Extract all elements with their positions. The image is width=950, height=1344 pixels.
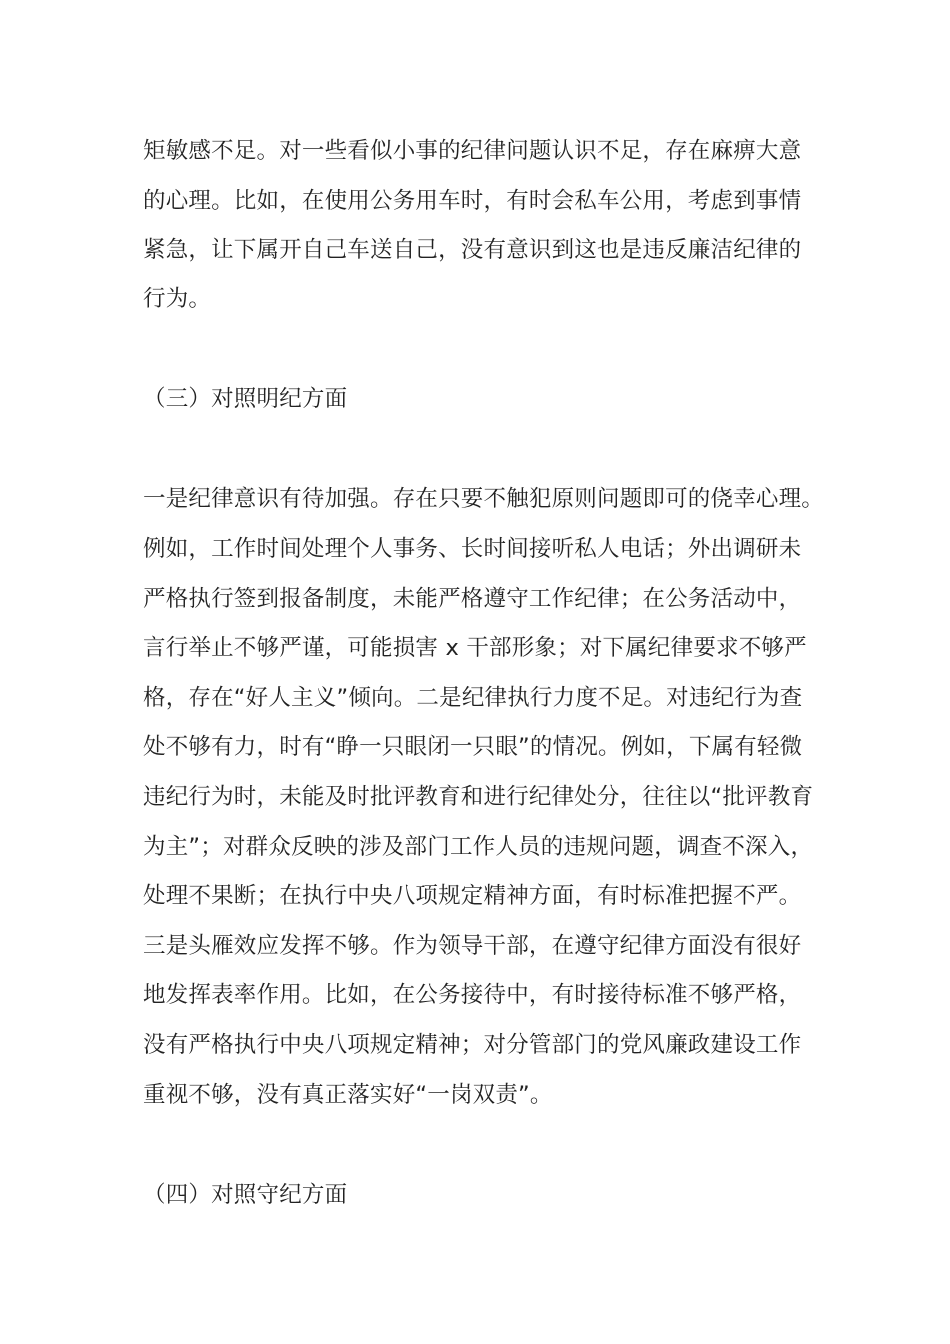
paragraph-2-line-10: 三是头雁效应发挥不够。作为领导干部，在遵守纪律方面没有很好 [143,933,802,959]
paragraph-2-line-5: 格，存在“好人主义”倾向。二是纪律执行力度不足。对违纪行为查 [143,685,803,711]
paragraph-1-line-3: 紧急，让下属开自己车送自己，没有意识到这也是违反廉洁纪律的 [143,237,802,263]
paragraph-2-line-6: 处不够有力，时有“睁一只眼闭一只眼”的情况。例如，下属有轻微 [143,734,803,760]
paragraph-1-line-1: 矩敏感不足。对一些看似小事的纪律问题认识不足，存在麻痹大意 [143,138,802,164]
paragraph-2-line-3: 严格执行签到报备制度，未能严格遵守工作纪律；在公务活动中， [143,586,802,612]
paragraph-2-line-13: 重视不够，没有真正落实好“一岗双责”。 [143,1082,553,1108]
paragraph-1-line-4: 行为。 [143,286,212,312]
paragraph-2-line-12: 没有严格执行中央八项规定精神；对分管部门的党风廉政建设工作 [143,1032,802,1058]
paragraph-2-line-9: 处理不果断；在执行中央八项规定精神方面，有时标准把握不严。 [143,883,802,909]
section-heading-4: （四）对照守纪方面 [143,1182,348,1208]
section-heading-3: （三）对照明纪方面 [143,386,348,412]
paragraph-2-line-8: 为主”；对群众反映的涉及部门工作人员的违规问题，调查不深入， [143,834,814,860]
paragraph-2-line-11: 地发挥表率作用。比如，在公务接待中，有时接待标准不够严格， [143,982,802,1008]
paragraph-2-line-4: 言行举止不够严谨，可能损害 x 干部形象；对下属纪律要求不够严 [143,635,807,661]
paragraph-2-line-2: 例如，工作时间处理个人事务、长时间接听私人电话；外出调研未 [143,536,802,562]
paragraph-1-line-2: 的心理。比如，在使用公务用车时，有时会私车公用，考虑到事情 [143,188,802,214]
paragraph-2-line-7: 违纪行为时，未能及时批评教育和进行纪律处分，往往以“批评教育 [143,784,814,810]
paragraph-2-line-1: 一是纪律意识有待加强。存在只要不触犯原则问题即可的侥幸心理。 [143,486,825,512]
